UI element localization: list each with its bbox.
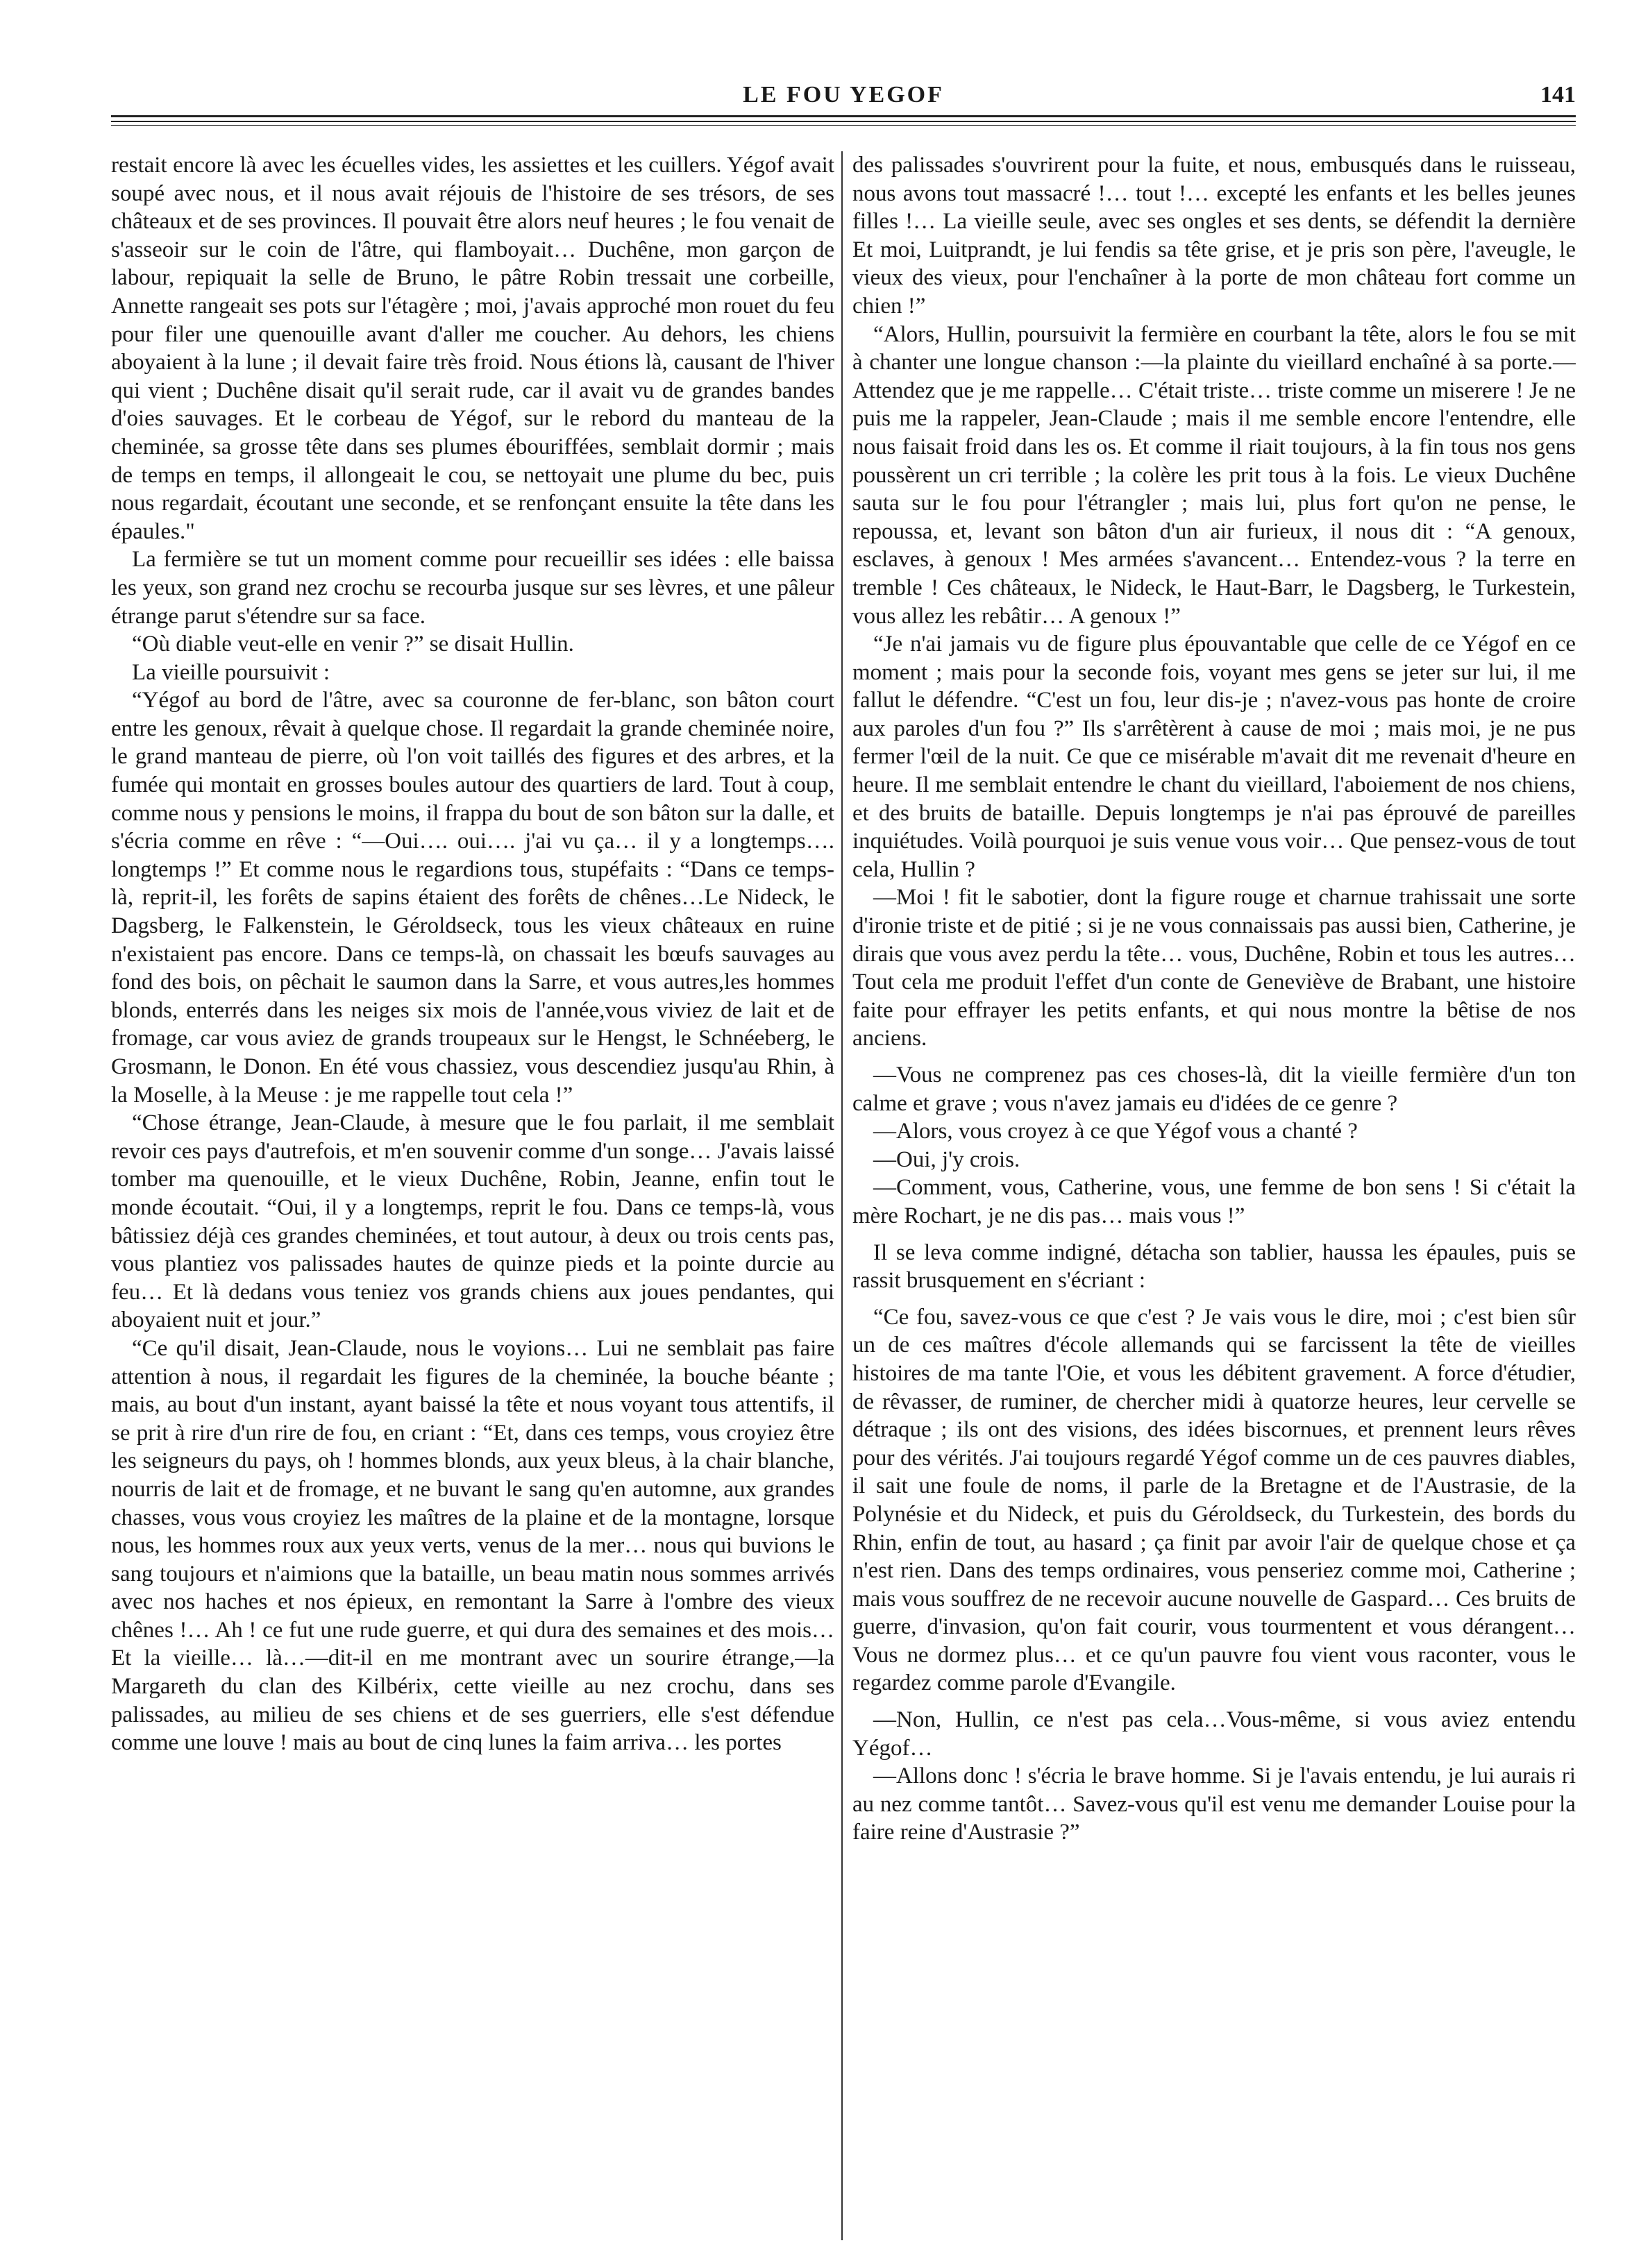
paragraph: “Ce qu'il disait, Jean-Claude, nous le voyions… Lui ne semblait pas faire attention à nous, il regardait les figures de la cheminée, la bouche béante ; mais, au bout d'un instant, ayant baissé la tête et nous voyant tous attentifs, il se prit à rire d'un rire de fou, en criant : “Et, dans ces temps, vous croyiez être les seigneurs du pays, oh ! hommes blonds, aux yeux bleus, à la chair blanche, nourris de lait et de fromage, et ne buvant le sang qu'en automne, aux grandes chasses, vous vous croyiez les maîtres de la plaine et de la montagne, lorsque nous, les hommes roux aux yeux verts, venus de la mer… nous qui buvions le sang toujours et n'aimions que la bataille, un beau matin nous sommes arrivés avec nos haches et nos épieux, en remontant la Sarre à l'ombre des vieux chênes !… Ah ! ce fut une rude guerre, et qui dura des semaines et des mois… Et la vieille… là…—dit-il en me montrant avec un sourire étrange,—la Margareth du clan des Kilbérix, cette vieille au nez crochu, dans ses palissades, au milieu de ses chiens et de ses guerriers, elle s'est défendue comme une louve ! mais au bout de cinq lunes la faim arriva… les portes	[111, 1335, 834, 1756]
paragraph: “Yégof au bord de l'âtre, avec sa couronne de fer-blanc, son bâton court entre les genoux, rêvait à quelque chose. Il regardait la grande cheminée noire, le grand manteau de pierre, où l'on voit taillés des figures et des arbres, et la fumée qui montait en grosses boules autour des quartiers de lard. Tout à coup, comme nous y pensions le moins, il frappa du bout de son bâton sur la dalle, et s'écria comme en rêve : “—Oui…. oui…. j'ai vu ça… il y a longtemps…. longtemps !” Et comme nous le regardions tous, stupéfaits : “Dans ce temps-là, reprit-il, les forêts de sapins étaient des forêts de chênes…Le Nideck, le Dagsberg, le Falkenstein, le Géroldseck, tous les vieux châteaux en ruine n'existaient pas encore. Dans ce temps-là, on chassait les bœufs sauvages au fond des bois, on pêchait le saumon dans la Sarre, et vous autres,les hommes blonds, enterrés dans les neiges six mois de l'année,vous viviez de lait et de fromage, car vous aviez de grands troupeaux sur le Hengst, le Schnéeberg, le Grosmann, le Donon. En été vous chassiez, vous descendiez jusqu'au Rhin, à la Moselle, à la Meuse : je me rappelle tout cela !”	[111, 688, 834, 1108]
paragraph: —Vous ne comprenez pas ces choses-là, dit la vieille fermière d'un ton calme et grave ; vous n'avez jamais eu d'idées de ce genre ?	[852, 1063, 1576, 1116]
paragraph: —Allons donc ! s'écria le brave homme. Si je l'avais entendu, je lui aurais ri au nez comme tantôt… Savez-vous qu'il est venu me demander Louise pour la faire reine d'Austrasie ?”	[852, 1763, 1576, 1845]
paragraph: La fermière se tut un moment comme pour recueillir ses idées : elle baissa les yeux, son grand nez crochu se recourba jusque sur ses lèvres, et une pâleur étrange parut s'étendre sur sa face.	[111, 547, 834, 629]
paragraph: —Non, Hullin, ce n'est pas cela…Vous-même, si vous aviez entendu Yégof…	[852, 1707, 1576, 1761]
running-title: LE FOU YEGOF	[743, 82, 944, 108]
page-header	[111, 82, 1576, 124]
paragraph: des palissades s'ouvrirent pour la fuite, et nous, embusqués dans le ruisseau, nous avons tout massacré !… tout !… excepté les enfants et les belles jeunes filles !… La vieille seule, avec ses ongles et ses dents, se défendit la dernière Et moi, Luitprandt, je lui fendis sa tête grise, et je pris son père, l'aveugle, le vieux des vieux, pour l'enchaîner à la porte de mon château fort comme un chien !”	[852, 153, 1576, 319]
paragraph: —Comment, vous, Catherine, vous, une femme de bon sens ! Si c'était la mère Rochart, je ne dis pas… mais vous !”	[852, 1175, 1576, 1228]
page-number: 141	[1540, 82, 1576, 108]
paragraph: “Ce fou, savez-vous ce que c'est ? Je vais vous le dire, moi ; c'est bien sûr un de ces maîtres d'école allemands qui se farcissent la tête de vieilles histoires de ma tante l'Oie, et vous les débitent gravement. A force d'étudier, de rêvasser, de ruminer, de chercher midi à quatorze heures, leur cervelle se détraque ; ils ont des visions, des idées biscornues, et prennent leurs rêves pour des vérités. J'ai toujours regardé Yégof comme un de ces pauvres diables, il sait une foule de noms, il parle de la Bretagne et de l'Austrasie, de la Polynésie et du Nideck, et puis du Géroldseck, du Turkestein, des bords du Rhin, enfin de tout, au hasard ; ça finit par avoir l'air de quelque chose et ça n'est rien. Dans des temps ordinaires, vous penseriez comme moi, Catherine ; mais vous souffrez de ne recevoir aucune nouvelle de Gaspard… Ces bruits de guerre, d'invasion, qu'on fait courir, vous tourmentent et vous dérangent… Vous ne dormez plus… et ce qu'un pauvre fou vient vous raconter, vous le regardez comme parole d'Evangile.	[852, 1304, 1576, 1696]
header-rule-thick	[111, 115, 1576, 117]
paragraph: “Où diable veut-elle en venir ?” se disait Hullin.	[132, 632, 574, 657]
paragraph: “Alors, Hullin, poursuivit la fermière en courbant la tête, alors le fou se mit à chanter une longue chanson :—la plainte du vieillard enchaîné à sa porte.—Attendez que je me rappelle… C'était triste… triste comme un miserere ! Je ne puis me la rappeler, Jean-Claude ; mais il me semble encore l'entendre, elle nous faisait froid dans les os. Et comme il riait toujours, à la fin tous nos gens poussèrent un cri terrible ; la colère les prit tous à la fois. Le vieux Duchêne sauta sur le fou pour l'étrangler ; mais lui, plus fort qu'on ne pense, le repoussa, et, levant son bâton d'un air furieux, il nous dit : “A genoux, esclaves, à genoux ! Mes armées s'avancent… Entendez-vous ? la terre en tremble ! Ces châteaux, le Nideck, le Haut-Barr, le Dagsberg, le Turkestein, vous allez les rebâtir… A genoux !”	[852, 321, 1576, 629]
paragraph: restait encore là avec les écuelles vides, les assiettes et les cuillers. Yégof avait soupé avec nous, et il nous avait réjouis de l'histoire de ses trésors, de ses châteaux et de ses provinces. Il pouvait être alors neuf heures ; le fou venait de s'asseoir sur le coin de l'âtre, qui flamboyait… Duchêne, mon garçon de labour, repiquait la selle de Bruno, le pâtre Robin tressait une corbeille, Annette rangeait ses pots sur l'étagère ; moi, j'avais approché mon rouet du feu pour filer une quenouille avant d'aller me coucher. Au dehors, les chiens aboyaient à la lune ; il devait faire très froid. Nous étions là, causant de l'hiver qui vient ; Duchêne disait qu'il serait rude, car il avait vu de grandes bandes d'oies sauvages. Et le corbeau de Yégof, sur le rebord du manteau de la cheminée, sa grosse tête dans ses plumes ébouriffées, semblait dormir ; mais de temps en temps, il allongeait le cou, se nettoyait une plume du bec, puis nous regardait, écoutant une seconde, et se renfonçant ensuite la tête dans les épaules."	[111, 153, 834, 544]
paragraph: Il se leva comme indigné, détacha son tablier, haussa les épaules, puis se rassit brusquement en s'écriant :	[852, 1239, 1576, 1294]
paragraph: —Moi ! fit le sabotier, dont la figure rouge et charnue trahissait une sorte d'ironie triste et de pitié ; si je ne vous connaissais pas aussi bien, Catherine, je dirais que vous avez perdu la tête… vous, Duchêne, Robin et tous les autres…Tout cela me produit l'effet d'un conte de Geneviève de Brabant, une histoire faite pour effrayer les petits enfants, et qui nous montre la bêtise de nos anciens.	[852, 885, 1576, 1051]
header-rule-middle	[111, 121, 1576, 122]
paragraph: “Chose étrange, Jean-Claude, à mesure que le fou parlait, il me semblait revoir ces pays d'autrefois, et m'en souvenir comme d'un songe… J'avais laissé tomber ma quenouille, et le vieux Duchêne, Robin, Jeanne, enfin tout le monde écoutait. “Oui, il y a longtemps, reprit le fou. Dans ce temps-là, vous bâtissiez déjà ces grandes cheminées, et tout autour, à deux ou trois cents pas, vous plantiez vos palissades hautes de quinze pieds et la pointe durcie au feu… Et là dedans vous teniez vos grands chiens aux joues pendantes, qui aboyaient nuit et jour.”	[111, 1110, 834, 1333]
left-column	[111, 151, 834, 2240]
paragraph: “Je n'ai jamais vu de figure plus épouvantable que celle de ce Yégof en ce moment ; mais pour la seconde fois, voyant mes gens se jeter sur lui, il me fallut le défendre. “C'est un fou, leur dis-je ; n'avez-vous pas honte de croire aux paroles d'un fou ?” Ils s'arrêtèrent à cause de moi ; mais moi, je ne pus fermer l'œil de la nuit. Ce que ce misérable m'avait dit me revenait d'heure en heure. Il me semblait entendre le chant du vieillard, l'aboiement de nos chiens, et des bruits de bataille. Depuis longtemps je n'ai pas éprouvé de pareilles inquiétudes. Voilà pourquoi je suis venue vous voir… Que pensez-vous de tout cela, Hullin ?	[852, 632, 1576, 882]
paragraph: —Oui, j'y crois.	[873, 1146, 1020, 1172]
paragraph: La vieille poursuivit :	[132, 659, 330, 685]
header-rule-thin	[111, 125, 1576, 126]
paragraph: —Alors, vous croyez à ce que Yégof vous a chanté ?	[873, 1119, 1358, 1144]
right-column	[852, 151, 1576, 2240]
column-divider	[841, 151, 843, 2240]
